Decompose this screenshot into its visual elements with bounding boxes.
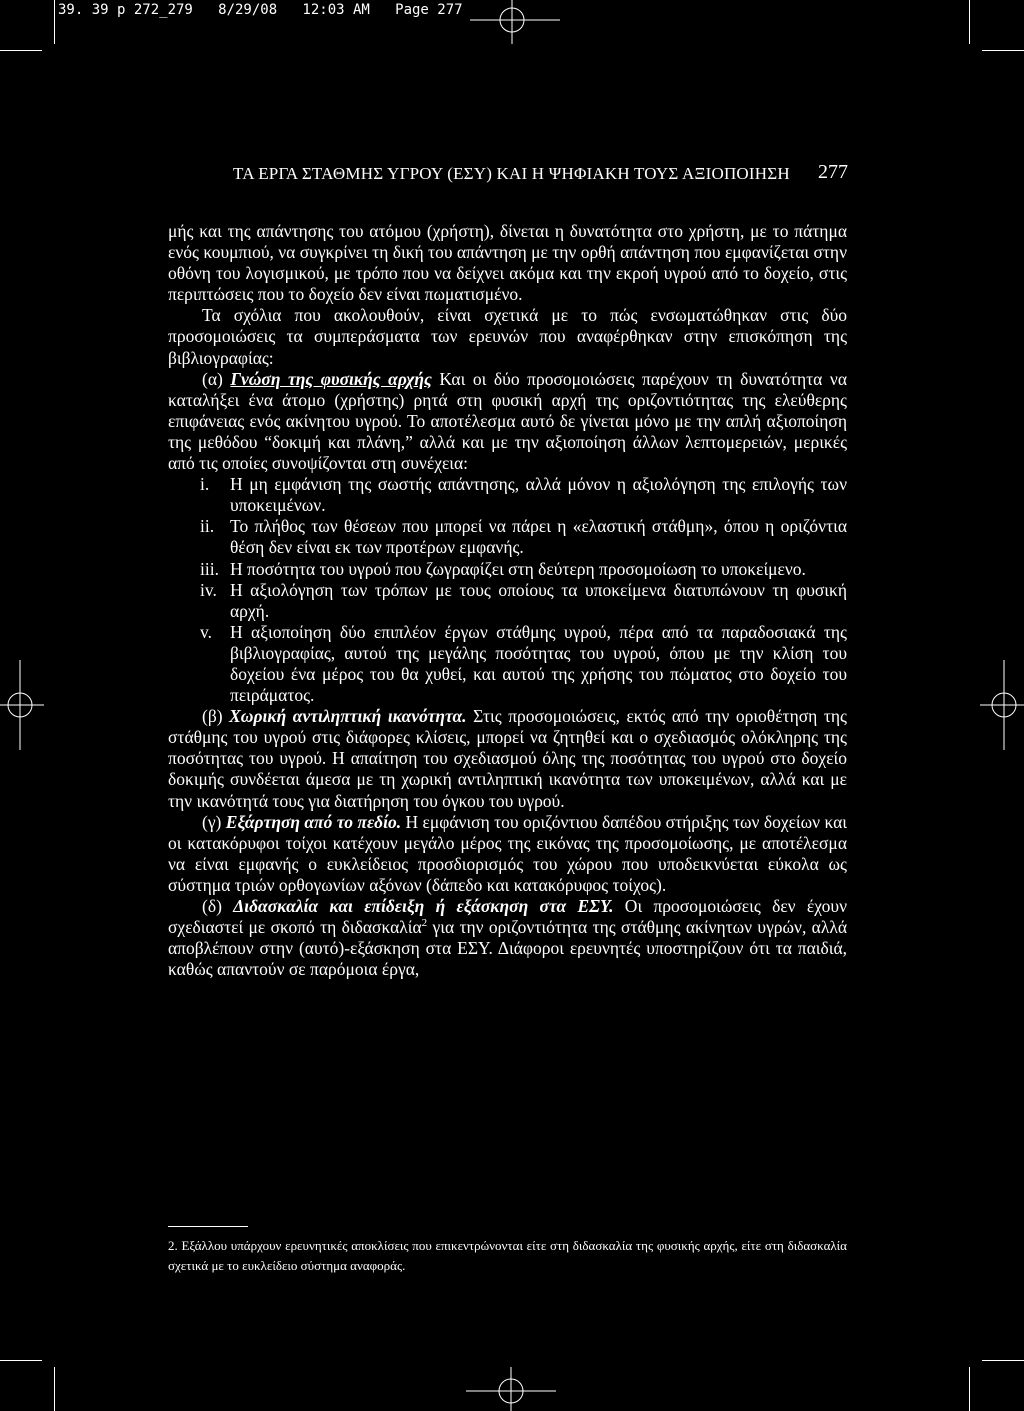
crop-mark-top-right-horizontal	[982, 50, 1024, 51]
footnote-rule	[168, 1226, 248, 1227]
section-c-title: Εξάρτηση από το πεδίο.	[225, 811, 402, 832]
section-a-title: Γνώση της φυσικής αρχής	[230, 368, 432, 389]
list-item-text: Το πλήθος των θέσεων που μπορεί να πάρει η «ελαστική στάθμη», όπου η οριζόντια θέση δεν είναι εκ των προτέρων εμφανής.	[230, 516, 847, 558]
section-b-text: Στις προσομοιώσεις, εκτός από την οριοθέτηση της στάθμης του υγρού στις διάφορες κλίσεις, μπορεί να ζητηθεί και ο σχεδιασμός ολόκληρης της ποσότητας του υγρού. Η απαίτηση του σχεδιασμού όλης της ποσότητας του υγρού στο δοχείο δοκιμής συνδέεται άμεσα με τη χωρική αντιληπτική ικανότητα των υποκειμένων, αλλά και με την ικανότητά τους για διατήρηση του όγκου του υγρού.	[168, 706, 847, 811]
section-c	[168, 812, 847, 896]
crop-mark-bottom-right-vertical	[969, 1367, 970, 1411]
criteria-list	[168, 474, 847, 706]
paragraph-continuation: μής και της απάντησης του ατόμου (χρήστη), δίνεται η δυνατότητα στο χρήστη, με το πάτημα ενός κουμπιού, να συγκρίνει τη δική του απάντηση με την ορθή απάντηση που εμφανίζεται στην οθόνη του λογισμικού, με τρόπο που να δείχνει ακόμα και την εκροή υγρού από το δοχείο, στις περιπτώσεις που το δοχείο δεν είναι πωματισμένο.	[168, 221, 847, 305]
section-d-text: Οι προσομοιώσεις δεν έχουν σχεδιαστεί με σκοπό τη διδασκαλία	[168, 896, 847, 938]
crop-mark-top-left-horizontal	[0, 50, 42, 51]
section-b-title: Χωρική αντιληπτική ικανότητα.	[229, 706, 467, 727]
section-b	[168, 706, 847, 811]
registration-mark-left-icon	[0, 660, 44, 750]
list-item-number: v.	[200, 621, 212, 642]
footnote: 2. Εξάλλου υπάρχουν ερευνητικές αποκλίσεις που επικεντρώνονται είτε στη διδασκαλία της φυσικής αρχής, είτε στη διδασκαλία σχετικά με το ευκλείδειο σύστημα αναφοράς.	[168, 1238, 847, 1273]
list-item	[168, 474, 847, 516]
section-a-text: Και οι δύο προσομοιώσεις παρέχουν τη δυνατότητα να καταλήξει ένα άτομο (χρήστης) ρητά στη φυσική αρχή της οριζοντιότητας της ελεύθερης επιφάνειας ενός ακίνητου υγρού. Το αποτέλεσμα αυτό δε γίνεται μόνο με την απλή αξιοποίηση της μεθόδου “δοκιμή και πλάνη,” αλλά και με την αξιοποίηση άλλων λεπτομερειών, μερικές από τις οποίες συνοψίζονται στη συνέχεια:	[168, 368, 847, 474]
list-item-number: i.	[200, 474, 210, 495]
section-c-text: Η εμφάνιση του οριζόντιου δαπέδου στήριξης των δοχείων και οι κατακόρυφοι τοίχοι κατέχουν μεγάλο μέρος της εικόνας της προσομοίωσης, με αποτέλεσμα να είναι εμφανής ο ευκλείδειος προσδιορισμός του χώρου που υποδεικνύεται εύκολα ως σύστημα τριών ορθογωνίων αξόνων (δάπεδο και κατακόρυφος τοίχος).	[168, 811, 848, 895]
running-head-title: ΤΑ ΕΡΓΑ ΣΤΑΘΜΗΣ ΥΓΡΟΥ (ΕΣΥ) ΚΑΙ Η ΨΗΦΙΑΚΗ ΤΟΥΣ ΑΞΙΟΠΟΙΗΣΗ	[233, 164, 790, 183]
section-d-title: Διδασκαλία και επίδειξη ή εξάσκηση στα ΕΣΥ.	[233, 896, 614, 916]
section-d	[168, 896, 847, 980]
crop-mark-top-left-vertical	[54, 0, 55, 44]
footnote-reference: 2	[421, 917, 428, 930]
section-a-label: (α)	[202, 368, 231, 389]
list-item-text: Η ποσότητα του υγρού που ζωγραφίζει στη δεύτερη προσομοίωση το υποκείμενο.	[230, 558, 806, 579]
list-item-number: ii.	[200, 516, 215, 537]
section-b-label: (β)	[202, 706, 230, 727]
registration-mark-right-icon	[980, 660, 1024, 750]
list-item-number: iv.	[200, 579, 217, 600]
registration-mark-bottom-icon	[466, 1367, 556, 1411]
list-item-text: Η αξιοποίηση δύο επιπλέον έργων στάθμης υγρού, πέρα από τα παραδοσιακά της βιβλιογραφίας, αυτού της μεγάλης ποσότητας του υγρού, όπου με την κλίση του δοχείου ένα μέρος του θα χυθεί, και αυτού της χρήσης του πώματος στο δοχείο του πειράματος.	[230, 621, 847, 706]
page-number: 277	[818, 161, 848, 183]
crop-mark-top-right-vertical	[969, 0, 970, 44]
section-d-label: (δ)	[202, 896, 234, 916]
list-item-text: Η αξιολόγηση των τρόπων με τους οποίους τα υποκείμενα διατυπώνουν τη φυσική αρχή.	[230, 579, 847, 621]
list-item	[168, 559, 847, 580]
section-d-text-continued: για την οριζοντιότητα της στάθμης ακίνητων υγρών, αλλά αποβλέπουν στην (αυτό)-εξάσκηση στα ΕΣΥ. Διάφοροι ερευνητές υποστηρίζουν ότι τα παιδιά, καθώς απαντούν σε παρόμοια έργα,	[168, 917, 847, 980]
paragraph-comments-intro: Τα σχόλια που ακολουθούν, είναι σχετικά με το πώς ενσωματώθηκαν στις δύο προσομοιώσεις τα συμπεράσματα των ερευνών που αναφέρθηκαν στην επισκόπηση της βιβλιογραφίας:	[168, 305, 847, 368]
section-c-label: (γ)	[202, 811, 226, 832]
list-item-number: iii.	[200, 558, 219, 579]
printer-slug: 39. 39 p 272_279 8/29/08 12:03 AM Page 277	[58, 2, 463, 18]
crop-mark-bottom-left-horizontal	[0, 1360, 42, 1361]
registration-mark-top-icon	[470, 0, 560, 44]
body-text	[168, 221, 847, 980]
list-item	[168, 622, 847, 706]
crop-mark-bottom-left-vertical	[54, 1367, 55, 1411]
list-item	[168, 580, 847, 622]
section-a	[168, 369, 847, 474]
list-item-text: Η μη εμφάνιση της σωστής απάντησης, αλλά μόνον η αξιολόγηση της επιλογής των υποκειμένων.	[230, 474, 847, 516]
crop-mark-bottom-right-horizontal	[982, 1360, 1024, 1361]
list-item	[168, 516, 847, 558]
